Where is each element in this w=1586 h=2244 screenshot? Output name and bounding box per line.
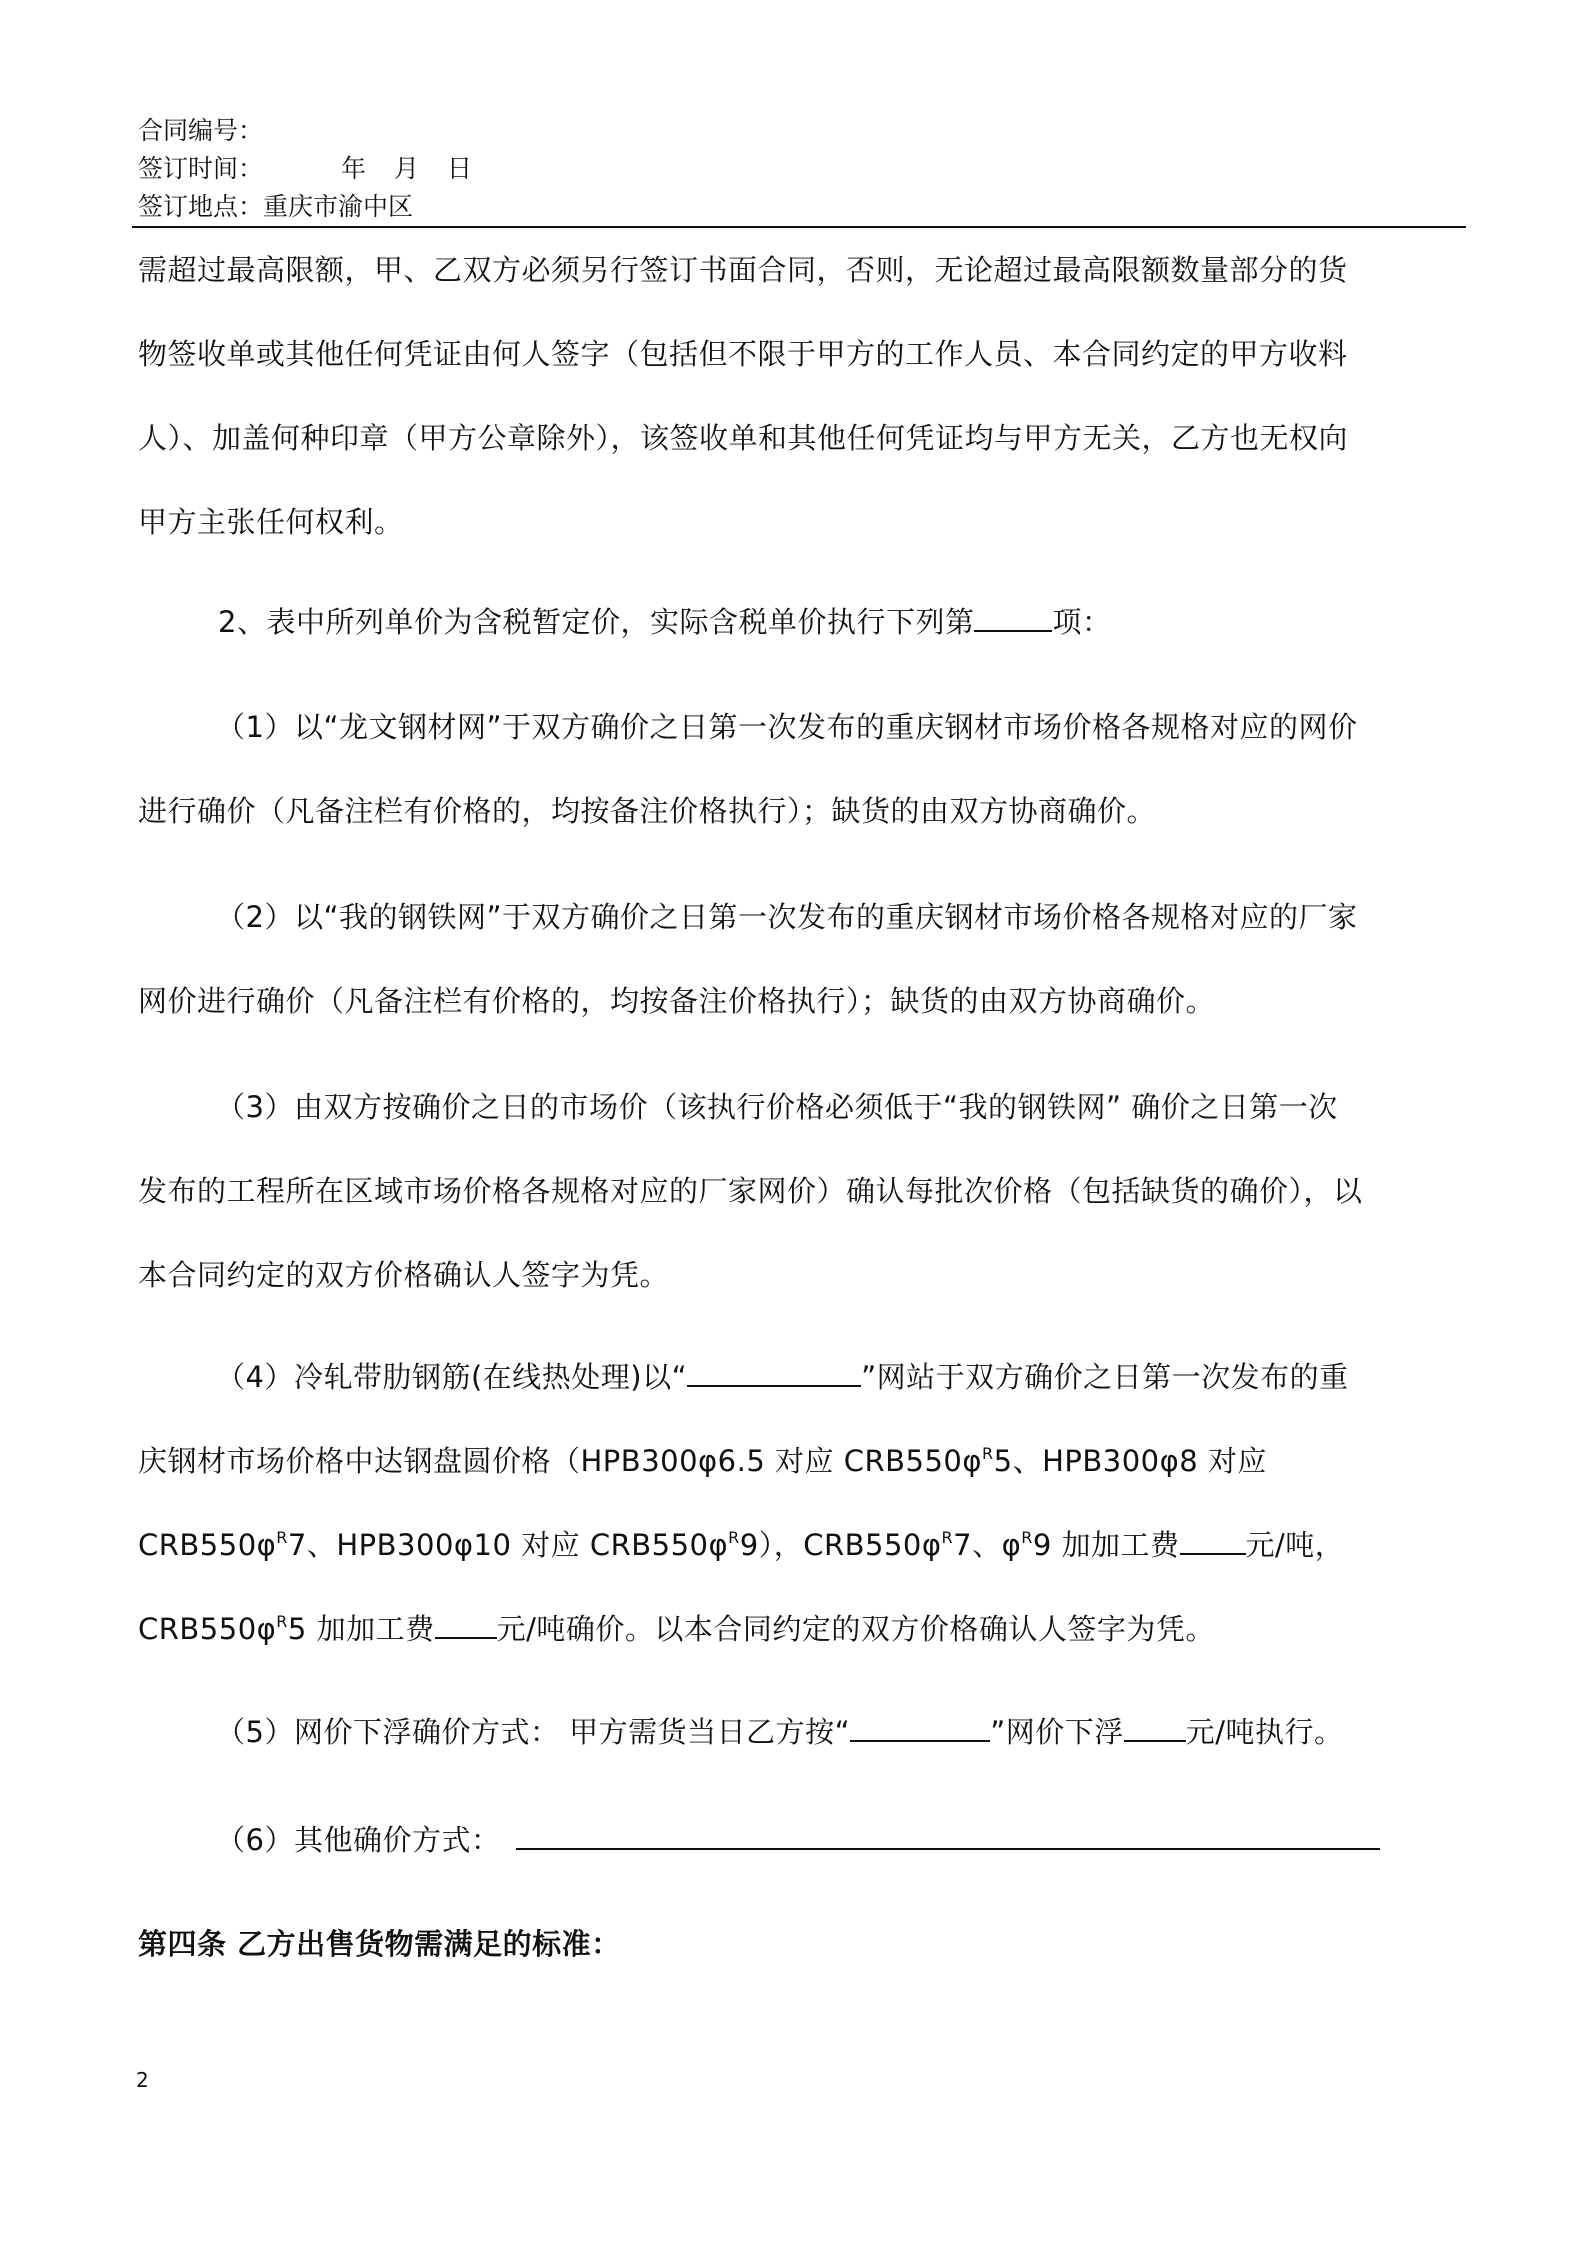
blank-field bbox=[1180, 1523, 1246, 1555]
sign-place: 签订地点：重庆市渝中区 bbox=[138, 192, 414, 221]
clause-2: 2、表中所列单价为含税暂定价，实际含税单价执行下列第 项： bbox=[218, 600, 1111, 641]
item-2-line: 网价进行确价（凡备注栏有价格的，均按备注价格执行）；缺货的由双方协商确价。 bbox=[138, 984, 1216, 1018]
item-2-line: （2）以“我的钢铁网”于双方确价之日第一次发布的重庆钢材市场价格各规格对应的厂家 bbox=[216, 900, 1358, 934]
item-3-line: 本合同约定的双方价格确认人签字为凭。 bbox=[138, 1258, 670, 1292]
item-3-line: （3）由双方按确价之日的市场价（该执行价格必须低于“我的钢铁网” 确价之日第一次 bbox=[216, 1090, 1338, 1124]
item-6-line: （6）其他确价方式： bbox=[216, 1818, 1380, 1859]
sign-time bbox=[138, 150, 472, 188]
sign-time-year: 年 bbox=[341, 154, 367, 183]
item-1-line: 进行确价（凡备注栏有价格的，均按备注价格执行）；缺货的由双方协商确价。 bbox=[138, 794, 1157, 828]
article-4-heading: 第四条 乙方出售货物需满足的标准： bbox=[138, 1927, 621, 1961]
paragraph-line: 人）、加盖何种印章（甲方公章除外），该签收单和其他任何凭证均与甲方无关，乙方也无权向 bbox=[138, 421, 1349, 455]
paragraph-line: 物签收单或其他任何凭证由何人签字（包括但不限于甲方的工作人员、本合同约定的甲方收料 bbox=[138, 337, 1348, 371]
page-number: 2 bbox=[136, 2068, 149, 2092]
contract-number: 合同编号： bbox=[138, 116, 264, 145]
blank-field bbox=[516, 1818, 1380, 1850]
item-4-line: $CRB550\varphi^R5$ 加加工费 元/吨确价。以本合同约定的双方价格确认人签字为凭。 bbox=[138, 1607, 1215, 1648]
blank-field bbox=[1124, 1710, 1186, 1742]
item-4-line: （4）冷轧带肋钢筋(在线热处理)以“ ”网站于双方确价之日第一次发布的重 bbox=[216, 1355, 1349, 1396]
blank-field bbox=[974, 600, 1052, 632]
item-4-line: $CRB550\varphi^R7$、HPB300φ10 对应 $CRB550\varphi^R9$），$CRB550\varphi^R7$、$\varphi^R9$ 加加工费 元/吨， bbox=[138, 1523, 1344, 1564]
sign-time-month: 月 bbox=[394, 154, 420, 183]
item-1-line: （1）以“龙文钢材网”于双方确价之日第一次发布的重庆钢材市场价格各规格对应的网价 bbox=[216, 710, 1358, 744]
paragraph-line: 甲方主张任何权利。 bbox=[138, 505, 404, 539]
blank-field bbox=[850, 1710, 990, 1742]
contract-header bbox=[138, 112, 472, 226]
item-5-line: （5）网价下浮确价方式： 甲方需货当日乙方按“ ”网价下浮 元/吨执行。 bbox=[216, 1710, 1344, 1751]
paragraph-line: 需超过最高限额，甲、乙双方必须另行签订书面合同，否则，无论超过最高限额数量部分的货 bbox=[138, 253, 1348, 287]
item-4-line: 庆钢材市场价格中达钢盘圆价格（HPB300φ6.5 对应 $CRB550\varphi^R5$、HPB300φ8 对应 bbox=[138, 1444, 1267, 1478]
sign-time-day: 日 bbox=[447, 154, 473, 183]
blank-field bbox=[435, 1607, 497, 1639]
blank-field bbox=[687, 1355, 861, 1387]
header-divider bbox=[132, 226, 1466, 228]
sign-time-label: 签订时间： bbox=[138, 154, 264, 183]
item-3-line: 发布的工程所在区域市场价格各规格对应的厂家网价）确认每批次价格（包括缺货的确价），以 bbox=[138, 1174, 1363, 1208]
